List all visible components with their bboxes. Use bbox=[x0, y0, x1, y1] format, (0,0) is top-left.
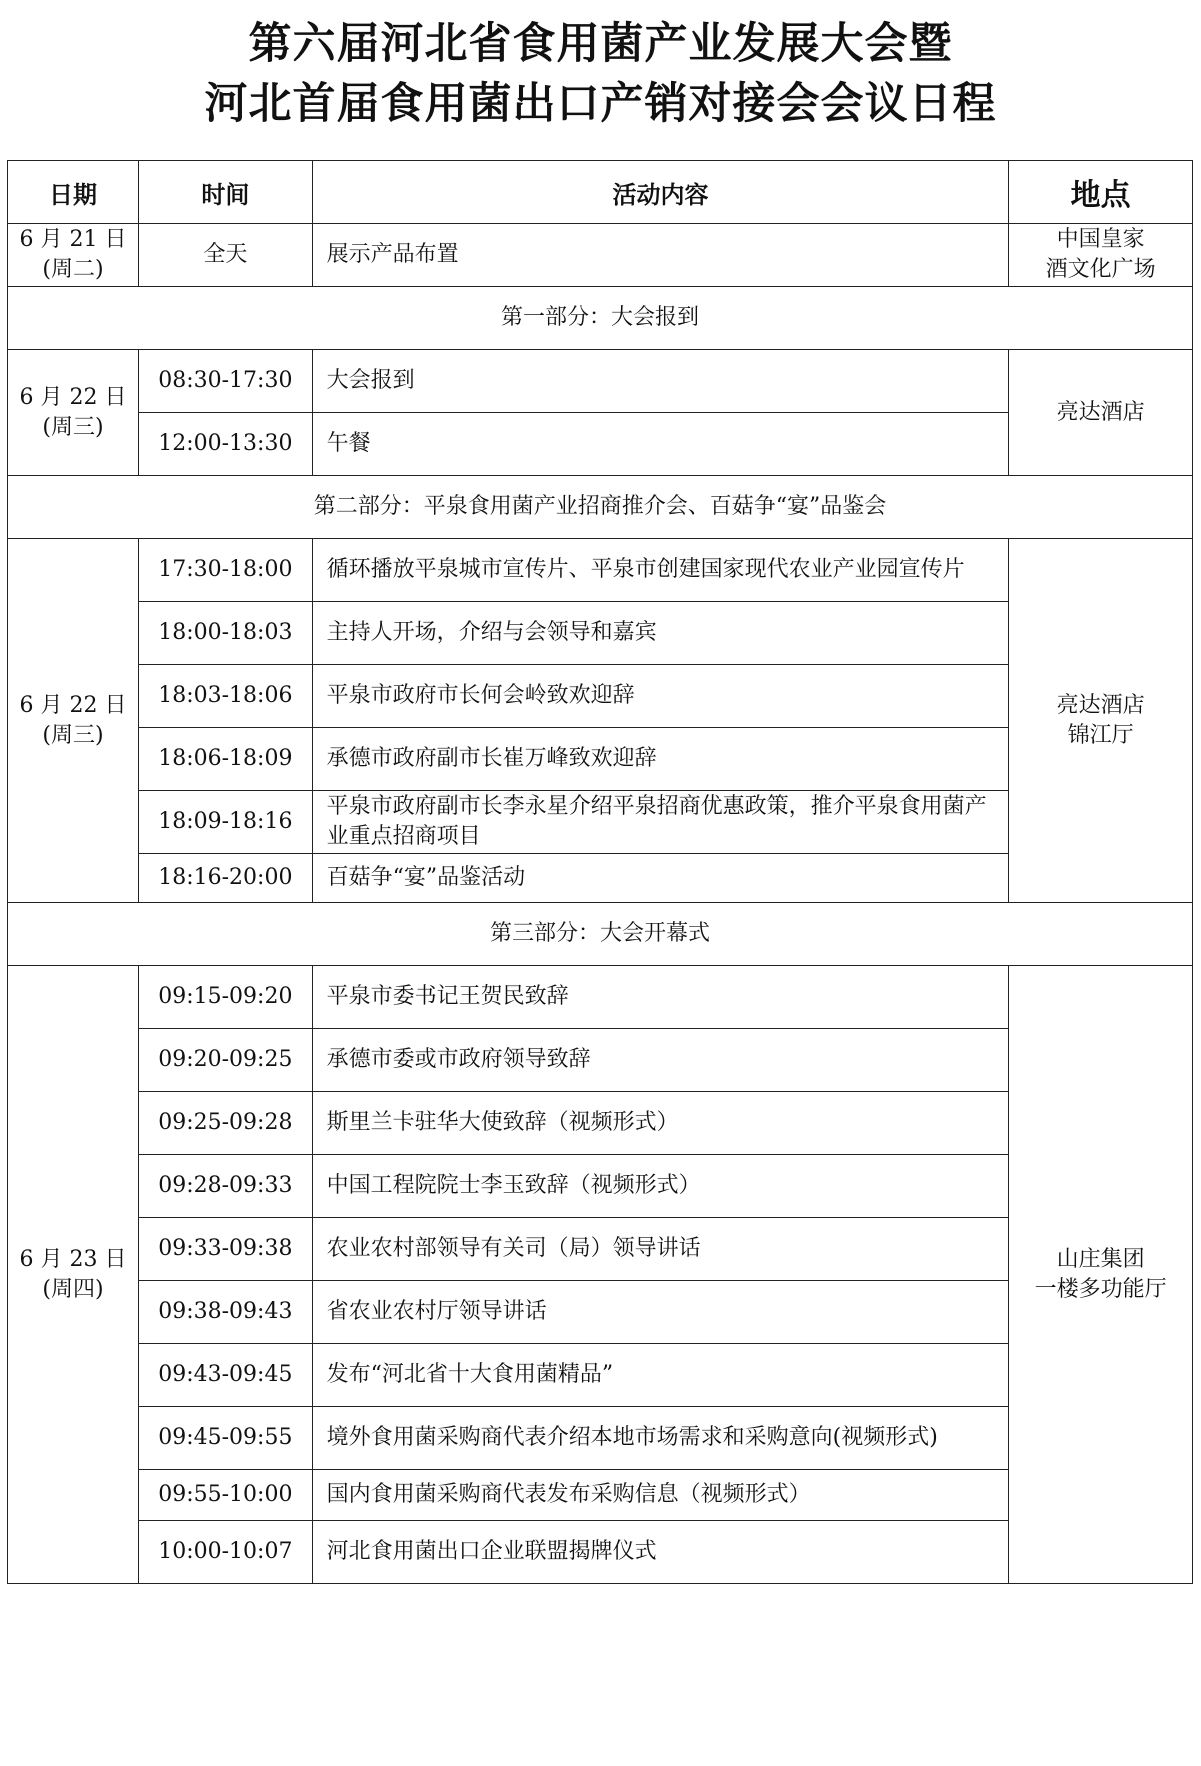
place-cell bbox=[1009, 224, 1193, 287]
activity-cell: 承德市委或市政府领导致辞 bbox=[312, 1029, 1009, 1092]
schedule-table bbox=[7, 160, 1193, 1584]
place-cell bbox=[1009, 539, 1193, 903]
time-cell: 09:28-09:33 bbox=[139, 1155, 313, 1218]
weekday-text: (周四) bbox=[42, 1276, 104, 1302]
page-title-line-2: 河北首届食用菌出口产销对接会会议日程 bbox=[204, 79, 997, 129]
section-row bbox=[8, 903, 1193, 966]
activity-cell: 大会报到 bbox=[312, 350, 1009, 413]
date-text: 6 月 23 日 bbox=[19, 1246, 127, 1272]
time-cell: 12:00-13:30 bbox=[139, 413, 313, 476]
header-activity: 活动内容 bbox=[312, 161, 1009, 224]
section-title: 第一部分：大会报到 bbox=[8, 287, 1193, 350]
place-line-1: 亮达酒店 bbox=[1056, 692, 1145, 718]
activity-cell: 平泉市委书记王贺民致辞 bbox=[312, 966, 1009, 1029]
time-cell: 08:30-17:30 bbox=[139, 350, 313, 413]
activity-cell: 主持人开场，介绍与会领导和嘉宾 bbox=[312, 602, 1009, 665]
time-cell: 09:20-09:25 bbox=[139, 1029, 313, 1092]
time-cell: 18:06-18:09 bbox=[139, 728, 313, 791]
activity-cell: 百菇争“宴”品鉴活动 bbox=[312, 854, 1009, 903]
date-cell bbox=[8, 966, 139, 1584]
time-cell: 全天 bbox=[139, 224, 313, 287]
activity-cell: 省农业农村厅领导讲话 bbox=[312, 1281, 1009, 1344]
time-cell: 09:33-09:38 bbox=[139, 1218, 313, 1281]
activity-cell: 午餐 bbox=[312, 413, 1009, 476]
table-row bbox=[8, 966, 1193, 1029]
activity-cell: 河北食用菌出口企业联盟揭牌仪式 bbox=[312, 1521, 1009, 1584]
place-line-2: 锦江厅 bbox=[1067, 722, 1134, 748]
table-row bbox=[8, 224, 1193, 287]
time-cell: 09:38-09:43 bbox=[139, 1281, 313, 1344]
time-cell: 09:15-09:20 bbox=[139, 966, 313, 1029]
activity-cell: 境外食用菌采购商代表介绍本地市场需求和采购意向(视频形式) bbox=[312, 1407, 1009, 1470]
activity-cell: 中国工程院院士李玉致辞（视频形式） bbox=[312, 1155, 1009, 1218]
date-cell bbox=[8, 539, 139, 903]
date-cell bbox=[8, 224, 139, 287]
time-cell: 09:55-10:00 bbox=[139, 1470, 313, 1521]
page-title-line-1: 第六届河北省食用菌产业发展大会暨 bbox=[248, 19, 953, 69]
time-cell: 17:30-18:00 bbox=[139, 539, 313, 602]
table-row bbox=[8, 539, 1193, 602]
activity-cell: 农业农村部领导有关司（局）领导讲话 bbox=[312, 1218, 1009, 1281]
section-row bbox=[8, 287, 1193, 350]
activity-cell: 平泉市政府市长何会岭致欢迎辞 bbox=[312, 665, 1009, 728]
time-cell: 09:43-09:45 bbox=[139, 1344, 313, 1407]
time-cell: 18:09-18:16 bbox=[139, 791, 313, 854]
activity-cell: 平泉市政府副市长李永星介绍平泉招商优惠政策，推介平泉食用菌产业重点招商项目 bbox=[312, 791, 1009, 854]
activity-cell: 展示产品布置 bbox=[312, 224, 1009, 287]
place-line-1: 山庄集团 bbox=[1056, 1246, 1145, 1272]
time-cell: 09:25-09:28 bbox=[139, 1092, 313, 1155]
date-text: 6 月 22 日 bbox=[19, 692, 127, 718]
place-cell bbox=[1009, 966, 1193, 1584]
time-cell: 18:03-18:06 bbox=[139, 665, 313, 728]
weekday-text: (周三) bbox=[42, 722, 104, 748]
date-cell bbox=[8, 350, 139, 476]
activity-cell: 发布“河北省十大食用菌精品” bbox=[312, 1344, 1009, 1407]
activity-cell: 斯里兰卡驻华大使致辞（视频形式） bbox=[312, 1092, 1009, 1155]
weekday-text: (周三) bbox=[42, 414, 104, 440]
table-row bbox=[8, 350, 1193, 413]
time-cell: 18:16-20:00 bbox=[139, 854, 313, 903]
date-text: 6 月 22 日 bbox=[19, 384, 127, 410]
time-cell: 09:45-09:55 bbox=[139, 1407, 313, 1470]
section-title: 第三部分：大会开幕式 bbox=[8, 903, 1193, 966]
header-date: 日期 bbox=[8, 161, 139, 224]
header-row bbox=[8, 161, 1193, 224]
time-cell: 10:00-10:07 bbox=[139, 1521, 313, 1584]
section-title: 第二部分：平泉食用菌产业招商推介会、百菇争“宴”品鉴会 bbox=[8, 476, 1193, 539]
weekday-text: (周二) bbox=[42, 257, 104, 282]
activity-cell: 循环播放平泉城市宣传片、平泉市创建国家现代农业产业园宣传片 bbox=[312, 539, 1009, 602]
date-text: 6 月 21 日 bbox=[19, 227, 127, 252]
section-row bbox=[8, 476, 1193, 539]
place-line-2: 酒文化广场 bbox=[1045, 257, 1156, 282]
time-cell: 18:00-18:03 bbox=[139, 602, 313, 665]
activity-cell: 承德市政府副市长崔万峰致欢迎辞 bbox=[312, 728, 1009, 791]
header-time: 时间 bbox=[139, 161, 313, 224]
place-line-2: 一楼多功能厅 bbox=[1034, 1276, 1167, 1302]
header-place: 地点 bbox=[1009, 161, 1193, 224]
place-cell bbox=[1009, 350, 1193, 476]
place-line-1: 亮达酒店 bbox=[1056, 399, 1145, 425]
place-line-1: 中国皇家 bbox=[1056, 227, 1145, 252]
activity-cell: 国内食用菌采购商代表发布采购信息（视频形式） bbox=[312, 1470, 1009, 1521]
